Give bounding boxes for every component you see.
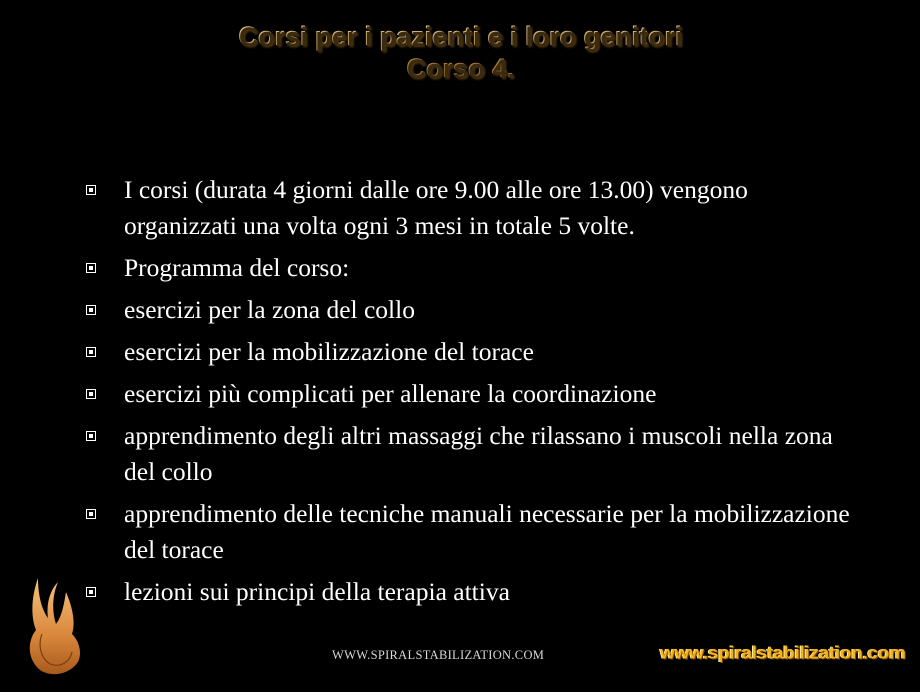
square-bullet-icon — [86, 389, 96, 399]
square-bullet-icon — [86, 431, 96, 441]
slide-title — [0, 20, 920, 84]
bullet-item — [86, 418, 866, 490]
square-bullet-icon — [86, 347, 96, 357]
square-bullet-icon — [86, 509, 96, 519]
bullet-text: apprendimento delle tecniche manuali necessarie per la mobilizzazione del torace — [124, 499, 850, 564]
square-bullet-icon — [86, 305, 96, 315]
bullet-text: esercizi più complicati per allenare la coordinazione — [124, 379, 657, 408]
bullet-text: esercizi per la zona del collo — [124, 295, 415, 324]
footer-url: WWW.SPIRALSTABILIZATION.COM — [332, 648, 545, 662]
bullet-item — [86, 172, 866, 244]
bullet-list — [86, 172, 866, 616]
square-bullet-icon — [86, 263, 96, 273]
square-bullet-icon — [86, 587, 96, 597]
bullet-text: lezioni sui principi della terapia attiva — [124, 577, 510, 606]
bullet-item — [86, 496, 866, 568]
slide-title-line-2: Corso 4. — [405, 53, 515, 83]
bullet-text: esercizi per la mobilizzazione del torace — [124, 337, 534, 366]
bullet-text: I corsi (durata 4 giorni dalle ore 9.00 alle ore 13.00) vengono organizzati una volta ogni 3 mesi in totale 5 volte. — [124, 175, 748, 240]
spiral-stabilization-logo-icon — [22, 570, 84, 680]
brand-url-logo: www.spiralstabilization.com — [660, 644, 906, 663]
bullet-item — [86, 250, 866, 286]
bullet-item — [86, 376, 866, 412]
bullet-item — [86, 334, 866, 370]
bullet-item — [86, 574, 866, 610]
bullet-text: Programma del corso: — [124, 253, 350, 282]
bullet-text: apprendimento degli altri massaggi che rilassano i muscoli nella zona del collo — [124, 421, 833, 486]
bullet-item — [86, 292, 866, 328]
square-bullet-icon — [86, 185, 96, 195]
slide-title-line-1: Corsi per i pazienti e i loro genitori — [237, 21, 683, 51]
